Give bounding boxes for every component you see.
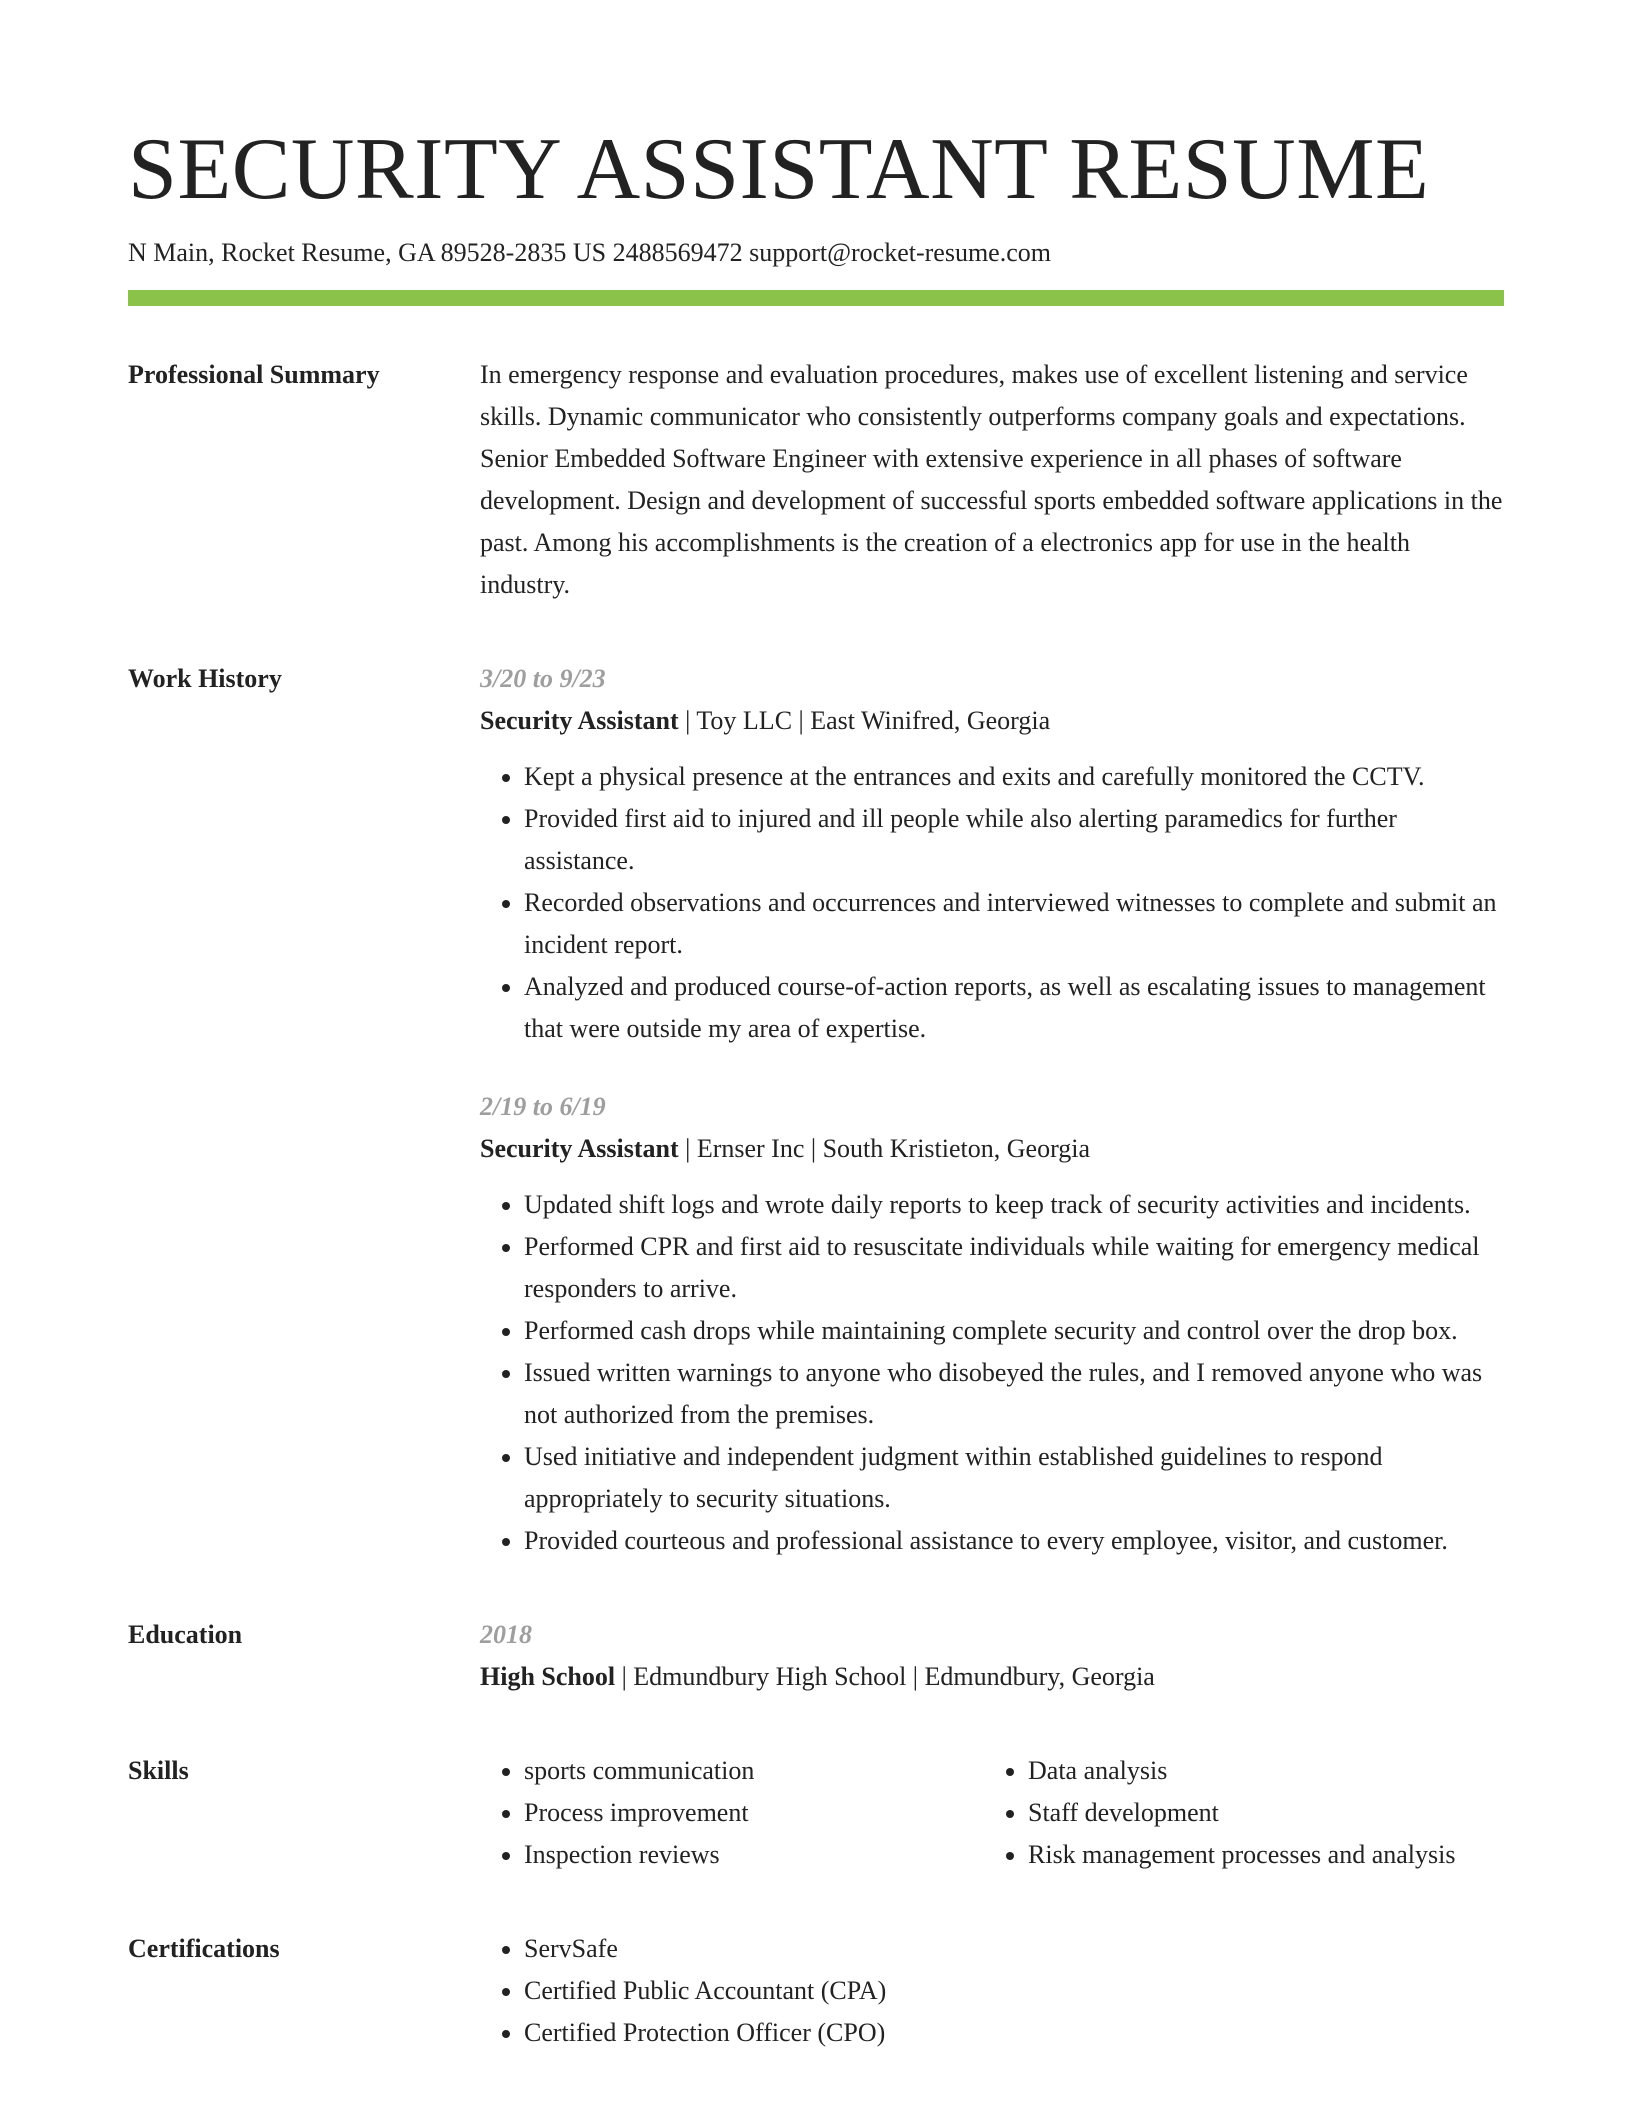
- job-dates: 2/19 to 6/19: [480, 1092, 606, 1121]
- job-entry: [480, 658, 1504, 1050]
- list-item: • ServSafe: [524, 1928, 1504, 1970]
- summary-heading: Professional Summary: [128, 360, 380, 389]
- certifications-section: [128, 1928, 1504, 2054]
- skills-heading: Skills: [128, 1756, 189, 1785]
- list-item: • Certified Public Accountant (CPA): [524, 1970, 1504, 2012]
- skills-grid: [480, 1750, 1504, 1876]
- job-details: | Toy LLC | East Winifred, Georgia: [678, 706, 1051, 735]
- job-bullets: [480, 1184, 1504, 1562]
- list-item: • Performed cash drops while maintaining complete security and control over the drop box.: [524, 1310, 1504, 1352]
- contact-line: N Main, Rocket Resume, GA 89528-2835 US 2488569472 support@rocket-resume.com: [128, 238, 1051, 267]
- list-item: • Risk management processes and analysis: [1028, 1834, 1455, 1876]
- certifications-heading: Certifications: [128, 1934, 280, 1963]
- work-history-heading: Work History: [128, 664, 282, 693]
- skills-list-right: [984, 1750, 1455, 1876]
- resume-page: [128, 118, 1504, 2054]
- skills-list-left: [480, 1750, 984, 1876]
- education-line: [480, 1656, 1504, 1698]
- job-bullets: [480, 756, 1504, 1050]
- job-role: Security Assistant: [480, 1134, 679, 1163]
- education-year: 2018: [480, 1620, 532, 1649]
- education-details: | Edmundbury High School | Edmundbury, Georgia: [615, 1662, 1155, 1691]
- skills-section: [128, 1750, 1504, 1876]
- job-role: Security Assistant: [480, 706, 679, 735]
- summary-section: [128, 354, 1504, 606]
- list-item: • Data analysis: [1028, 1750, 1455, 1792]
- certifications-list: [480, 1928, 1504, 2054]
- list-item: • sports communication: [524, 1750, 984, 1792]
- list-item: • Issued written warnings to anyone who disobeyed the rules, and I removed anyone who was not authorized from the premises.: [524, 1352, 1504, 1436]
- list-item: • Certified Protection Officer (CPO): [524, 2012, 1504, 2054]
- list-item: • Process improvement: [524, 1792, 984, 1834]
- job-dates: 3/20 to 9/23: [480, 664, 606, 693]
- job-details: | Ernser Inc | South Kristieton, Georgia: [678, 1134, 1091, 1163]
- list-item: • Used initiative and independent judgment within established guidelines to respond appropriately to security situations.: [524, 1436, 1504, 1520]
- list-item: • Analyzed and produced course-of-action reports, as well as escalating issues to management that were outside my area of expertise.: [524, 966, 1504, 1050]
- job-role-line: [480, 1128, 1504, 1170]
- list-item: • Updated shift logs and wrote daily reports to keep track of security activities and incidents.: [524, 1184, 1504, 1226]
- summary-text: In emergency response and evaluation procedures, makes use of excellent listening and service skills. Dynamic communicator who consistently outperforms company goals and expectations. Senior Embedded Software Engineer with extensive experience in all phases of software development. Design and development of successful sports embedded software applications in the past. Among his accomplishments is the creation of a electronics app for use in the health industry.: [480, 360, 1503, 599]
- education-section: [128, 1614, 1504, 1698]
- list-item: • Recorded observations and occurrences and interviewed witnesses to complete and submit an incident report.: [524, 882, 1504, 966]
- education-heading: Education: [128, 1620, 243, 1649]
- list-item: • Inspection reviews: [524, 1834, 984, 1876]
- list-item: • Provided first aid to injured and ill people while also alerting paramedics for further assistance.: [524, 798, 1504, 882]
- list-item: • Provided courteous and professional assistance to every employee, visitor, and customer.: [524, 1520, 1504, 1562]
- work-history-section: [128, 658, 1504, 1562]
- job-role-line: [480, 700, 1504, 742]
- list-item: • Performed CPR and first aid to resuscitate individuals while waiting for emergency medical responders to arrive.: [524, 1226, 1504, 1310]
- list-item: • Kept a physical presence at the entrances and exits and carefully monitored the CCTV.: [524, 756, 1504, 798]
- education-degree: High School: [480, 1662, 616, 1691]
- accent-divider: [128, 290, 1504, 306]
- job-entry: [480, 1086, 1504, 1562]
- list-item: • Staff development: [1028, 1792, 1455, 1834]
- resume-title: SECURITY ASSISTANT RESUME: [128, 121, 1430, 218]
